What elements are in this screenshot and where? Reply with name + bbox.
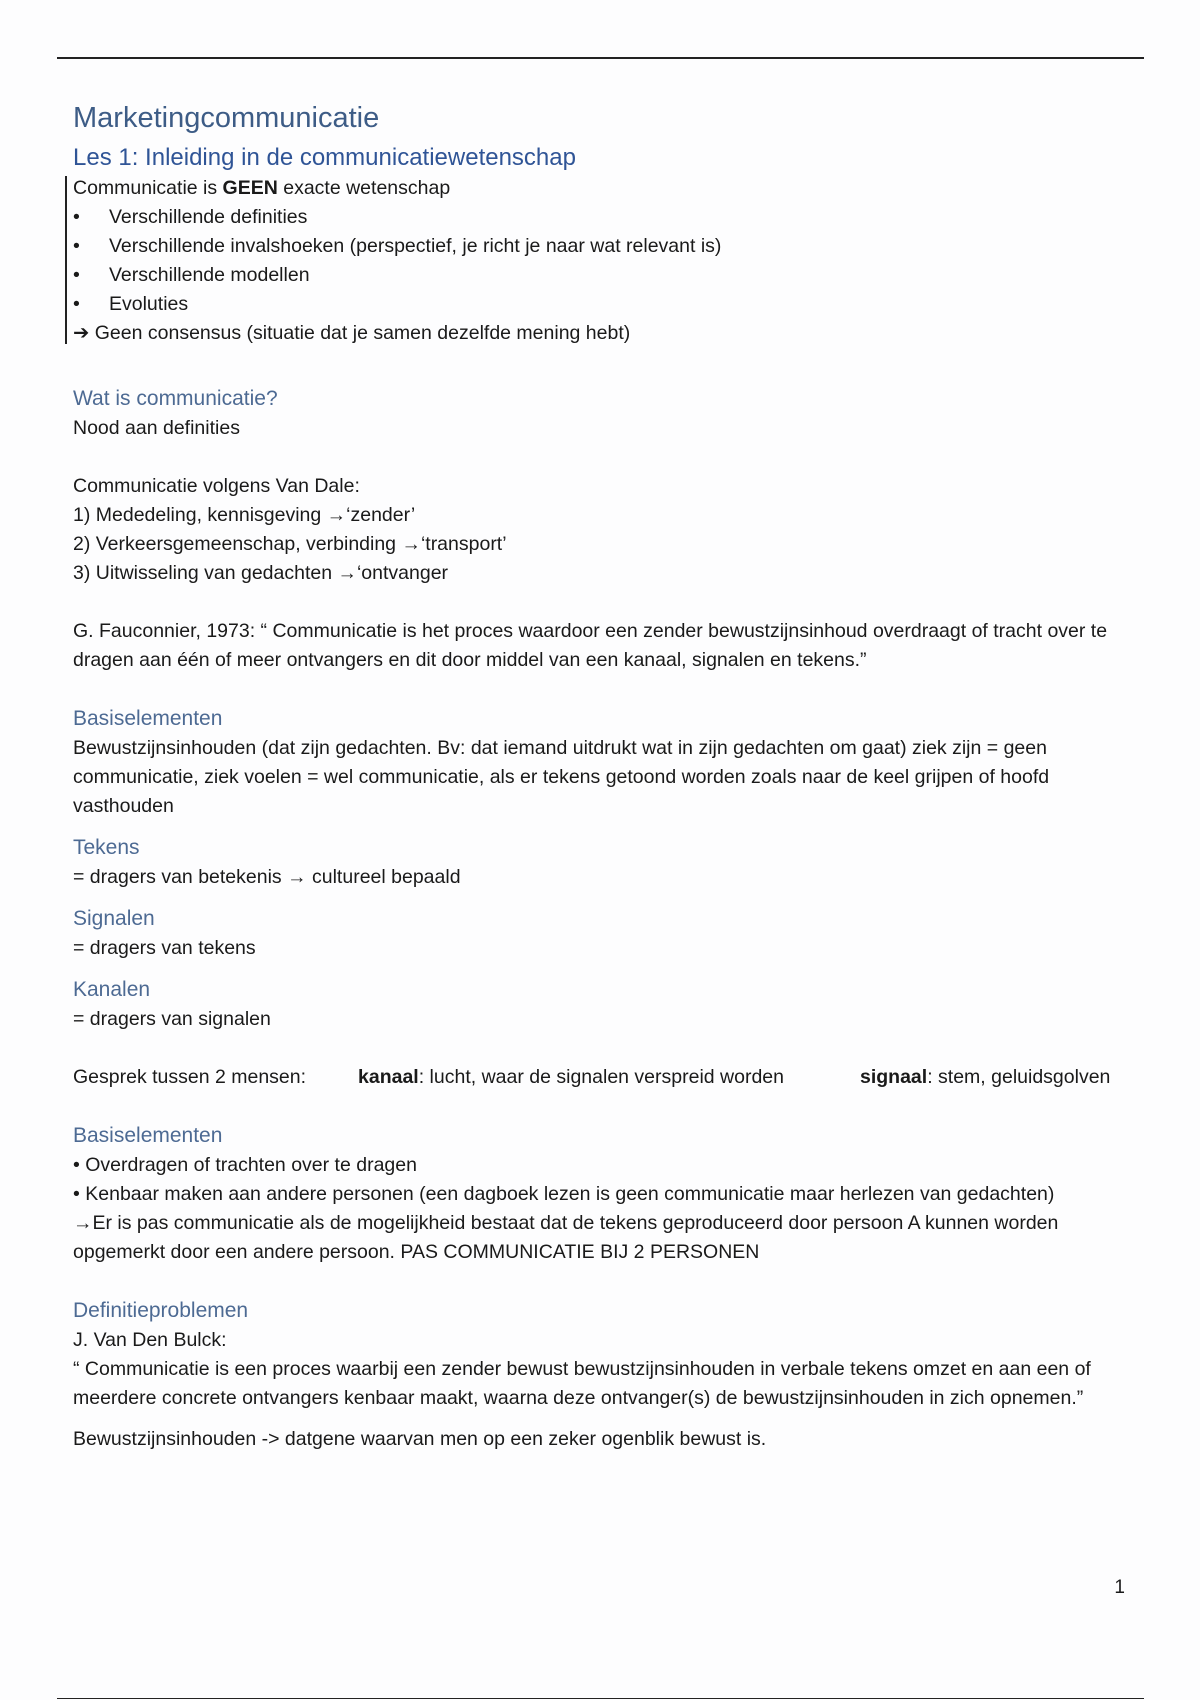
intro-conclusion: ➔ Geen consensus (situatie dat je samen dezelfde mening hebt) xyxy=(73,322,631,344)
definitie-quote: “ Communicatie is een proces waarbij een zender bewust bewustzijnsinhouden in verbale tekens omzet en aan een of meerdere concrete ontvangers kenbaar maakt, waarna deze ontvanger(s) de bewustzijnsinhouden in zich opnemen.” xyxy=(73,1358,1091,1409)
kanaal-bold: kanaal xyxy=(358,1066,419,1088)
signaal-text: : stem, geluidsgolven xyxy=(927,1066,1111,1088)
signalen-text: = dragers van tekens xyxy=(73,937,256,959)
definitie-author: J. Van Den Bulck: xyxy=(73,1329,227,1351)
basis-text: Bewustzijnsinhouden (dat zijn gedachten. Bv: dat iemand uitdrukt wat in zijn gedachten om gaat) ziek zijn = geen communicatie, ziek voelen = wel communicatie, als er tekens getoond worden zoals naar de keel grijpen of hoofd vasthouden xyxy=(73,737,1050,817)
section-heading-basis: Basiselementen xyxy=(73,707,223,730)
list-item: • Kenbaar maken aan andere personen (een dagboek lezen is geen communicatie maar herlezen van gedachten) xyxy=(73,1183,1055,1205)
header-rule xyxy=(57,57,1144,59)
intro-line xyxy=(73,174,1133,203)
definitie-note: Bewustzijnsinhouden -> datgene waarvan men op een zeker ogenblik bewust is. xyxy=(73,1428,767,1450)
document-title: Marketingcommunicatie xyxy=(73,102,380,134)
list-item: • Evoluties xyxy=(73,293,189,315)
list-item: • Overdragen of trachten over te dragen xyxy=(73,1154,417,1176)
list-item: 2) Verkeersgemeenschap, verbinding →‘transport’ xyxy=(73,533,507,555)
page-number: 1 xyxy=(1114,1577,1125,1598)
list-item: 1) Mededeling, kennisgeving →‘zender’ xyxy=(73,504,416,526)
lesson-heading: Les 1: Inleiding in de communicatiewetenschap xyxy=(73,144,576,171)
kanalen-text: = dragers van signalen xyxy=(73,1008,271,1030)
section-heading-kanalen: Kanalen xyxy=(73,978,151,1001)
intro-bold: GEEN xyxy=(222,177,278,199)
signaal-bold: signaal xyxy=(860,1066,928,1088)
tekens-text: = dragers van betekenis → cultureel bepaald xyxy=(73,866,461,888)
list-item: • Verschillende definities xyxy=(73,206,308,228)
section-heading-tekens: Tekens xyxy=(73,836,140,859)
kanaal-text: : lucht, waar de signalen verspreid worden xyxy=(418,1066,785,1088)
document-page xyxy=(73,100,1133,1454)
intro-suffix: exacte wetenschap xyxy=(277,177,451,199)
gesprek-line xyxy=(73,1063,1133,1092)
intro-block xyxy=(73,174,1133,348)
footer-rule xyxy=(57,1698,1144,1699)
section-heading-basis-2: Basiselementen xyxy=(73,1124,223,1147)
section-heading-what: Wat is communicatie? xyxy=(73,387,278,410)
what-line: Nood aan definities xyxy=(73,417,240,439)
intro-prefix: Communicatie is xyxy=(73,177,223,199)
fauconnier-quote: G. Fauconnier, 1973: “ Communicatie is het proces waardoor een zender bewustzijnsinhoud overdraagt of tracht over te dragen aan één of meer ontvangers en dit door middel van een kanaal, signalen en tekens.” xyxy=(73,620,1108,671)
section-heading-definitie: Definitieproblemen xyxy=(73,1299,249,1322)
vandale-title: Communicatie volgens Van Dale: xyxy=(73,475,360,497)
gesprek-label: Gesprek tussen 2 mensen: xyxy=(73,1066,307,1088)
list-item: 3) Uitwisseling van gedachten →‘ontvanger xyxy=(73,562,449,584)
list-item: • Verschillende modellen xyxy=(73,264,310,286)
section-heading-signalen: Signalen xyxy=(73,907,155,930)
list-item: • Verschillende invalshoeken (perspectief, je richt je naar wat relevant is) xyxy=(73,235,722,257)
basis2-conclusion: →Er is pas communicatie als de mogelijkheid bestaat dat de tekens geproduceerd door persoon A kunnen worden opgemerkt door een andere persoon. PAS COMMUNICATIE BIJ 2 PERSONEN xyxy=(73,1212,1059,1263)
